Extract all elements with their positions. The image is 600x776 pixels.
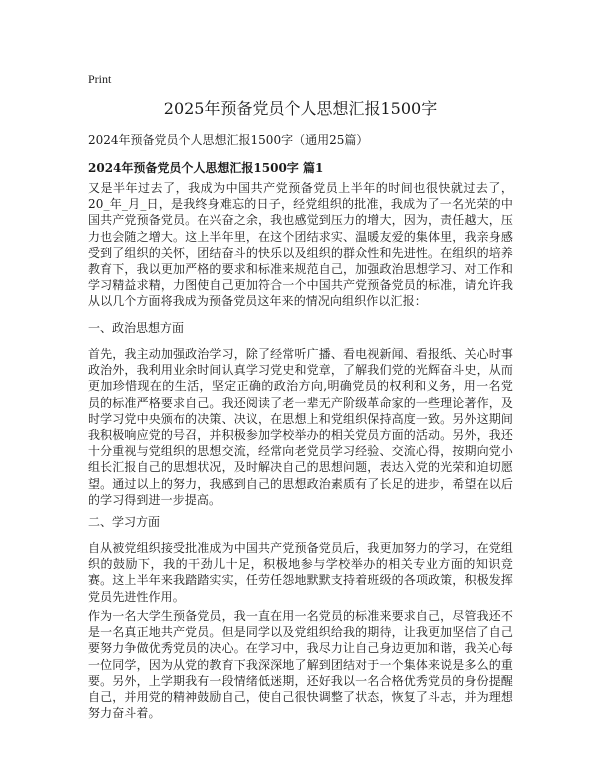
- print-link[interactable]: Print: [88, 72, 112, 86]
- heading-study: 二、学习方面: [88, 515, 161, 529]
- document-title: 2025年预备党员个人思想汇报1500字: [163, 99, 438, 118]
- heading-political: 一、政治思想方面: [88, 321, 185, 335]
- paragraph-study-1: 自从被党组织接受批准成为中国共产党预备党员后，我更加努力的学习，在党组织的鼓励下，我的干劲儿十足，积极地参与学校举办的相关专业方面的知识竞赛。这上半年来我踏踏实实，任劳任怨地默默支持着班级的各项政策，积极发挥党员先进性作用。: [88, 541, 513, 604]
- document-subtitle: 2024年预备党员个人思想汇报1500字（通用25篇）: [88, 133, 369, 147]
- paragraph-intro: 又是半年过去了，我成为中国共产党预备党员上半年的时间也很快就过去了，20_年_月_日，是我终身难忘的日子，经党组织的批准，我成为了一名光荣的中国共产党预备党员。在兴奋之余，我也感觉到压力的增大，因为，责任越大，压力也会随之增大。这上半年里，在这个团结求实、温暖友爱的集体里，我亲身感受到了组织的关怀，团结奋斗的快乐以及组织的群众性和先进性。在组织的培养教育下，我以更加严格的要求和标准来规范自己，加强政治思想学习、对工作和学习精益求精，力图使自己更加符合一个中国共产党预备党员的标准，请允许我从以几个方面将我成为预备党员这年来的情况向组织作以汇报：: [88, 181, 513, 309]
- paragraph-study-2: 作为一名大学生预备党员，我一直在用一名党员的标准来要求自己，尽管我还不是一名真正地共产党员。但是同学以及党组织给我的期待，让我更加坚信了自己要努力争做优秀党员的决心。在学习中，我尽力让自己身边更加和谐，我关心每一位同学，因为从党的教育下我深深地了解到团结对于一个集体来说是多么的重要。另外，上学期我有一段情绪低迷期，还好我以一名合格优秀党员的身份提醒自己，并用党的精神鼓励自己，使自己很快调整了状态，恢复了斗志，并为理想努力奋斗着。: [88, 609, 513, 721]
- section-title: 2024年预备党员个人思想汇报1500字 篇1: [88, 161, 324, 175]
- paragraph-political: 首先，我主动加强政治学习，除了经常听广播、看电视新闻、看报纸、关心时事政治外，我利用业余时间认真学习党史和党章，了解我们党的光辉奋斗史，从而更加珍惜现在的生活，坚定正确的政治方向,明确党员的权利和义务，用一名党员的标准严格要求自己。我还阅读了老一辈无产阶级革命家的一些理论著作，及时学习党中央颁布的决策、决议，在思想上和党组织保持高度一致。另外这期间我积极响应党的号召，并积极参加学校举办的相关党员方面的活动。另外，我还十分重视与党组织的思想交流，经常向老党员学习经验、交流心得，按期向党小组长汇报自己的思想状况，及时解决自己的思想问题，表达入党的光荣和迫切愿望。通过以上的努力，我感到自己的思想政治素质有了长足的进步，希望在以后的学习得到进一步提高。: [88, 347, 513, 507]
